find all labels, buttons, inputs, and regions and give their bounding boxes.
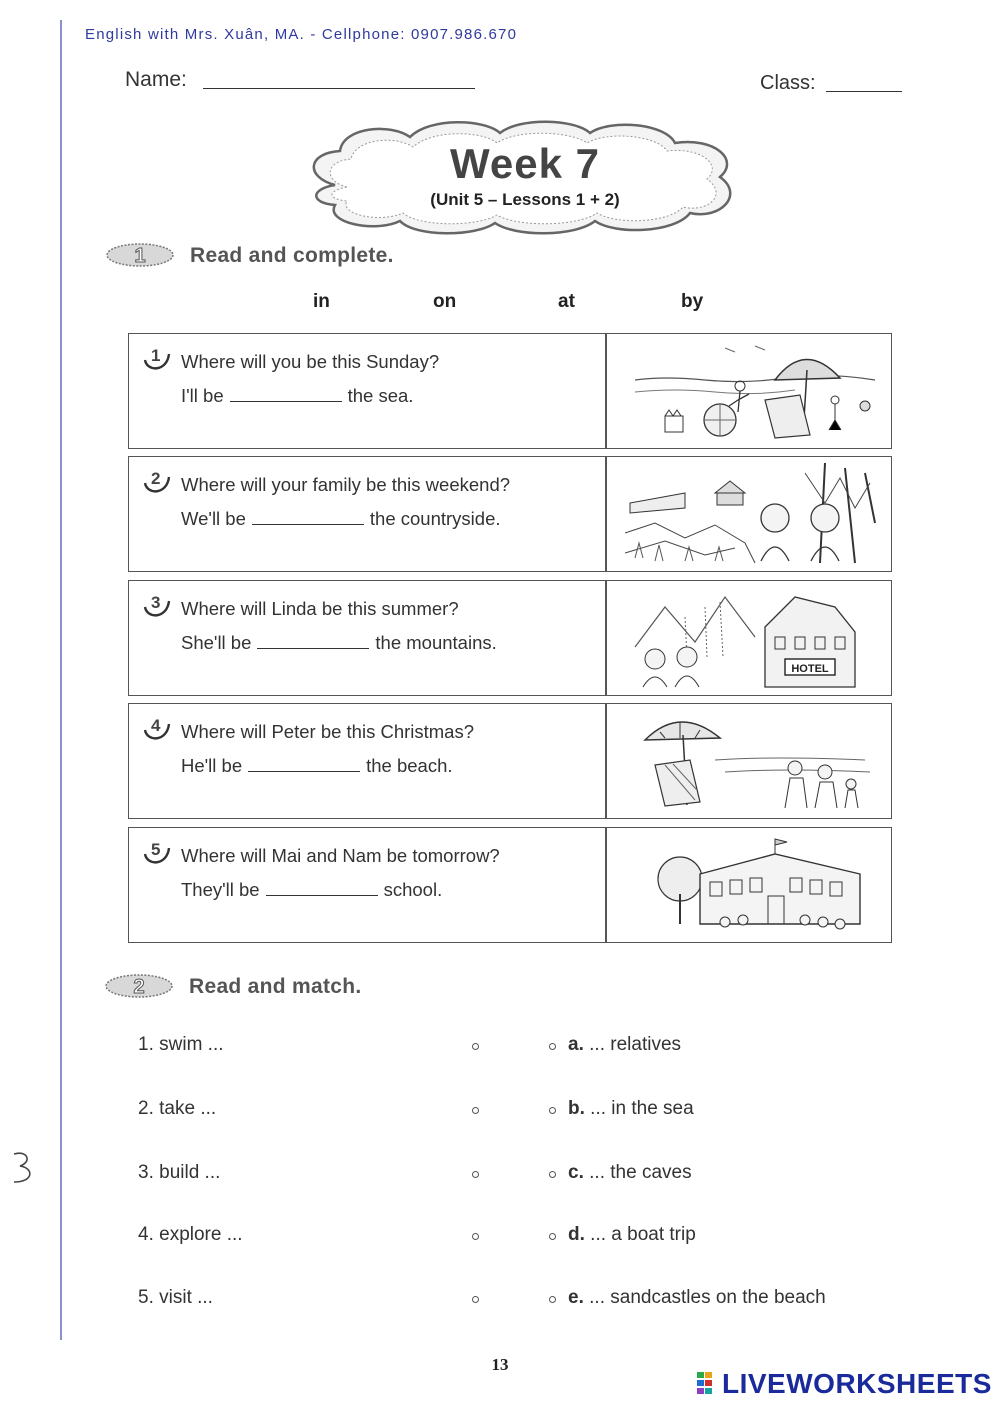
question-number-badge: 3	[141, 593, 171, 621]
match-left-3: 3. build ...	[138, 1162, 221, 1183]
box-divider	[605, 457, 607, 571]
match-right-a: a. ... relatives	[568, 1034, 682, 1055]
question-number-badge: 1	[141, 346, 171, 374]
match-left-4: 4. explore ...	[138, 1224, 243, 1245]
question-text: Where will your family be this weekend?	[181, 474, 511, 495]
liveworksheets-logo: LIVEWORKSHEETS	[722, 1368, 992, 1399]
box-divider	[605, 581, 607, 695]
week-title: Week 7	[450, 140, 600, 187]
match-dot-left-1[interactable]	[472, 1043, 479, 1050]
match-dot-left-5[interactable]	[472, 1296, 479, 1303]
match-left-1: 1. swim ...	[138, 1034, 224, 1055]
countryside-picture	[625, 463, 881, 565]
section-1-badge	[105, 242, 175, 268]
match-dot-right-e[interactable]	[549, 1296, 556, 1303]
box-divider	[605, 334, 607, 448]
box-divider	[605, 828, 607, 942]
class-label: Class:	[760, 72, 816, 94]
answer-blank-2[interactable]	[252, 508, 364, 525]
answer-line: We'll be the countryside.	[181, 508, 501, 529]
match-dot-left-2[interactable]	[472, 1107, 479, 1114]
seaside-picture	[625, 340, 881, 442]
match-dot-right-b[interactable]	[549, 1107, 556, 1114]
question-box-1	[128, 333, 892, 449]
match-dot-right-d[interactable]	[549, 1233, 556, 1240]
question-box-2	[128, 456, 892, 572]
word-bank-by: by	[681, 291, 704, 312]
answer-blank-3[interactable]	[257, 632, 369, 649]
question-number-badge: 4	[141, 716, 171, 744]
name-field[interactable]	[203, 88, 475, 89]
section-2-instruction: Read and match.	[189, 975, 362, 998]
question-box-5	[128, 827, 892, 943]
answer-line: They'll be school.	[181, 879, 443, 900]
match-right-d: d. ... a boat trip	[568, 1224, 696, 1245]
section-1-number: 1	[134, 245, 146, 267]
class-field[interactable]	[826, 91, 902, 92]
answer-line: I'll be the sea.	[181, 385, 414, 406]
name-label: Name:	[125, 68, 187, 91]
section-2-number: 2	[133, 976, 145, 998]
section-1-instruction: Read and complete.	[190, 244, 394, 267]
answer-line: She'll be the mountains.	[181, 632, 497, 653]
question-text: Where will Peter be this Christmas?	[181, 721, 475, 742]
section-2-badge	[104, 973, 174, 999]
match-right-b: b. ... in the sea	[568, 1098, 694, 1119]
liveworksheets-logo-icon	[697, 1372, 721, 1394]
match-dot-left-3[interactable]	[472, 1171, 479, 1178]
school-picture	[625, 834, 881, 936]
match-dot-right-a[interactable]	[549, 1043, 556, 1050]
match-right-c: c. ... the caves	[568, 1162, 692, 1183]
header-credit: English with Mrs. Xuân, MA. - Cellphone: 0907.986.670	[85, 26, 518, 43]
margin-line	[60, 20, 62, 1340]
answer-blank-4[interactable]	[248, 755, 360, 772]
question-text: Where will Linda be this summer?	[181, 598, 459, 619]
question-box-4	[128, 703, 892, 819]
hotel-sign: HOTEL	[791, 663, 829, 675]
question-number-badge: 5	[141, 840, 171, 868]
page-number: 13	[491, 1355, 509, 1374]
question-box-3	[128, 580, 892, 696]
question-number-badge: 2	[141, 469, 171, 497]
match-left-5: 5. visit ...	[138, 1287, 213, 1308]
match-right-e: e. ... sandcastles on the beach	[568, 1287, 826, 1308]
question-text: Where will Mai and Nam be tomorrow?	[181, 845, 500, 866]
beach-picture	[625, 710, 881, 812]
match-left-2: 2. take ...	[138, 1098, 217, 1119]
question-text: Where will you be this Sunday?	[181, 351, 440, 372]
word-bank-at: at	[558, 291, 575, 312]
answer-line: He'll be the beach.	[181, 755, 453, 776]
mountain-hotel-picture	[625, 587, 881, 689]
match-dot-left-4[interactable]	[472, 1233, 479, 1240]
answer-blank-5[interactable]	[266, 879, 378, 896]
match-dot-right-c[interactable]	[549, 1171, 556, 1178]
handwritten-mark	[8, 1150, 40, 1186]
word-bank-in: in	[313, 291, 330, 312]
box-divider	[605, 704, 607, 818]
word-bank-on: on	[433, 291, 457, 312]
answer-blank-1[interactable]	[230, 385, 342, 402]
week-subtitle: (Unit 5 – Lessons 1 + 2)	[430, 190, 620, 209]
